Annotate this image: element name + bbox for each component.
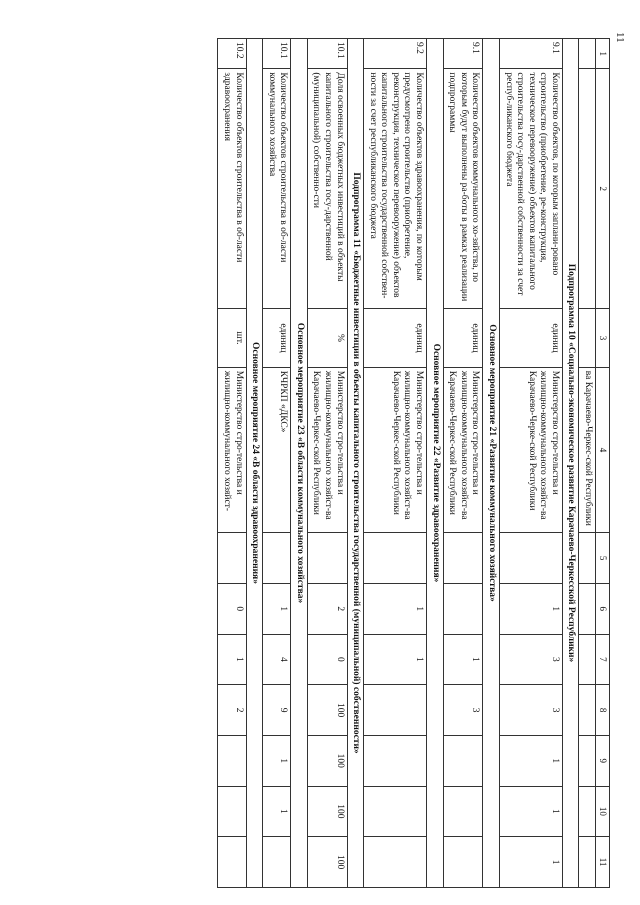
table-row xyxy=(443,39,483,888)
continuation-row xyxy=(579,39,596,888)
value-cell: 3 xyxy=(499,634,562,685)
executor-cell: КЧРКП «ДКС» xyxy=(263,367,291,533)
row-number: 9.1 xyxy=(443,39,483,69)
indicator-name: Количество объектов строительства в об-ласти здравоохранения xyxy=(218,69,246,309)
unit-cell: единиц xyxy=(263,309,291,368)
executor-cell: Министерство стро-тельства и жилищно-коммунального хозяйст- xyxy=(218,367,246,533)
value-cell: 0 xyxy=(307,634,347,685)
row-number: 10.2 xyxy=(218,39,246,69)
header-cell: 2 xyxy=(596,69,610,309)
unit-cell: единиц xyxy=(443,309,483,368)
value-cell: 1 xyxy=(499,837,562,888)
empty-cell xyxy=(579,583,596,634)
header-cell: 9 xyxy=(596,735,610,786)
empty-cell xyxy=(579,837,596,888)
empty-cell xyxy=(307,533,347,584)
empty-cell xyxy=(263,533,291,584)
indicators-table xyxy=(217,38,610,888)
table-row xyxy=(499,39,562,888)
page-number: 11 xyxy=(614,32,626,43)
rotated-page xyxy=(42,38,610,888)
value-cell: 1 xyxy=(364,583,427,634)
table-row xyxy=(364,39,427,888)
section-title: Подпрограмма 10 «Социально-экономическое развитие Карачаево-Черкесской Республики» xyxy=(562,39,579,888)
value-cell: 1 xyxy=(263,583,291,634)
executor-cell: Министерство стро-тельства и жилищно-коммунального хозяйст-ва Карачаево-Черкес-ской Республики xyxy=(307,367,347,533)
value-cell: 9 xyxy=(263,685,291,736)
empty-cell xyxy=(579,634,596,685)
section-title: Подпрограмма 11 «Бюджетные инвестиции в объекты капитального строительства государственной (муниципальной) собственности» xyxy=(347,39,364,888)
value-cell: 4 xyxy=(263,634,291,685)
section-title-row xyxy=(246,39,263,888)
section-title: Основное мероприятие 24 «В области здравоохранения» xyxy=(246,39,263,888)
unit-cell: % xyxy=(307,309,347,368)
value-cell: 100 xyxy=(307,786,347,837)
header-row xyxy=(596,39,610,888)
value-cell xyxy=(364,837,427,888)
section-title: Основное мероприятие 21 «Развитие коммунального хозяйства» xyxy=(483,39,500,888)
value-cell: 1 xyxy=(218,634,246,685)
section-title-row xyxy=(347,39,364,888)
value-cell xyxy=(443,735,483,786)
section-title-row xyxy=(427,39,444,888)
empty-cell xyxy=(579,735,596,786)
header-cell: 5 xyxy=(596,533,610,584)
header-cell: 3 xyxy=(596,309,610,368)
value-cell: 0 xyxy=(218,583,246,634)
value-cell: 3 xyxy=(499,685,562,736)
empty-cell xyxy=(579,533,596,584)
section-title-row xyxy=(562,39,579,888)
value-cell xyxy=(218,837,246,888)
empty-cell xyxy=(579,39,596,69)
value-cell: 1 xyxy=(499,786,562,837)
value-cell xyxy=(443,786,483,837)
value-cell: 1 xyxy=(499,583,562,634)
table-row xyxy=(263,39,291,888)
value-cell xyxy=(218,786,246,837)
section-title-row xyxy=(291,39,308,888)
value-cell xyxy=(364,685,427,736)
header-cell: 10 xyxy=(596,786,610,837)
value-cell: 3 xyxy=(443,685,483,736)
executor-cell: Министерство стро-тельства и жилищно-коммунального хозяйст-ва Карачаево-Черкес-ской Республики xyxy=(443,367,483,533)
row-number: 9.1 xyxy=(499,39,562,69)
value-cell xyxy=(364,735,427,786)
section-title: Основное мероприятие 22 «Развитие здравоохранения» xyxy=(427,39,444,888)
empty-cell xyxy=(579,786,596,837)
section-title-row xyxy=(483,39,500,888)
empty-cell xyxy=(579,69,596,309)
header-cell: 6 xyxy=(596,583,610,634)
header-cell: 11 xyxy=(596,837,610,888)
value-cell xyxy=(263,837,291,888)
value-cell xyxy=(443,583,483,634)
value-cell: 1 xyxy=(263,786,291,837)
value-cell: 1 xyxy=(263,735,291,786)
header-cell: 7 xyxy=(596,634,610,685)
indicator-name: Доля освоенных бюджетных инвестиций в объекты капитального строительства госу-дарственной (муниципальной) собственно-сти xyxy=(307,69,347,309)
value-cell: 2 xyxy=(307,583,347,634)
value-cell: 100 xyxy=(307,685,347,736)
unit-cell: единиц xyxy=(364,309,427,368)
executor-cell: Министерство стро-тельства и жилищно-коммунального хозяйст-ва Карачаево-Черке-ской Республики xyxy=(499,367,562,533)
row-number: 10.1 xyxy=(263,39,291,69)
empty-cell xyxy=(499,533,562,584)
header-cell: 8 xyxy=(596,685,610,736)
table-row xyxy=(218,39,246,888)
empty-cell xyxy=(218,533,246,584)
empty-cell xyxy=(579,685,596,736)
row-number: 10.1 xyxy=(307,39,347,69)
empty-cell xyxy=(364,533,427,584)
unit-cell: шт. xyxy=(218,309,246,368)
continuation-cell: ва Карачаево-Черкес-ской Республики xyxy=(579,367,596,533)
value-cell: 1 xyxy=(364,634,427,685)
value-cell: 100 xyxy=(307,837,347,888)
value-cell: 1 xyxy=(499,735,562,786)
table-row xyxy=(307,39,347,888)
value-cell xyxy=(443,837,483,888)
indicator-name: Количество объектов, по которым заплани-ровано строительство (приобретение, ре-конструкция, техническое перевооружение) объектов капитального строительства госу-дарственной собственности за счет респуб-ликанского бюджета xyxy=(499,69,562,309)
indicator-name: Количество объектов коммунального хо-зяйства, по которым будут выполнены ра-боты в рамках реализации подпрограммы xyxy=(443,69,483,309)
row-number: 9.2 xyxy=(364,39,427,69)
value-cell: 100 xyxy=(307,735,347,786)
empty-cell xyxy=(443,533,483,584)
value-cell: 1 xyxy=(443,634,483,685)
section-title: Основное мероприятие 23 «В области коммунального хозяйства» xyxy=(291,39,308,888)
empty-cell xyxy=(579,309,596,368)
value-cell xyxy=(218,735,246,786)
indicator-name: Количество объектов строительства в об-ласти коммунального хозяйства xyxy=(263,69,291,309)
indicator-name: Количество объектов здравоохранения, по которым предусмотрено строительство (приобретение, реконструкция, техническое перевооружение) объектов капитального строительства государственной собствен-ности за счет республиканского бюджета xyxy=(364,69,427,309)
header-cell: 1 xyxy=(596,39,610,69)
unit-cell: единиц xyxy=(499,309,562,368)
value-cell: 2 xyxy=(218,685,246,736)
header-cell: 4 xyxy=(596,367,610,533)
executor-cell: Министерство стро-тельства и жилищно-коммунального хозяйст-ва Карачаево-Черкес-ской Республики xyxy=(364,367,427,533)
value-cell xyxy=(364,786,427,837)
